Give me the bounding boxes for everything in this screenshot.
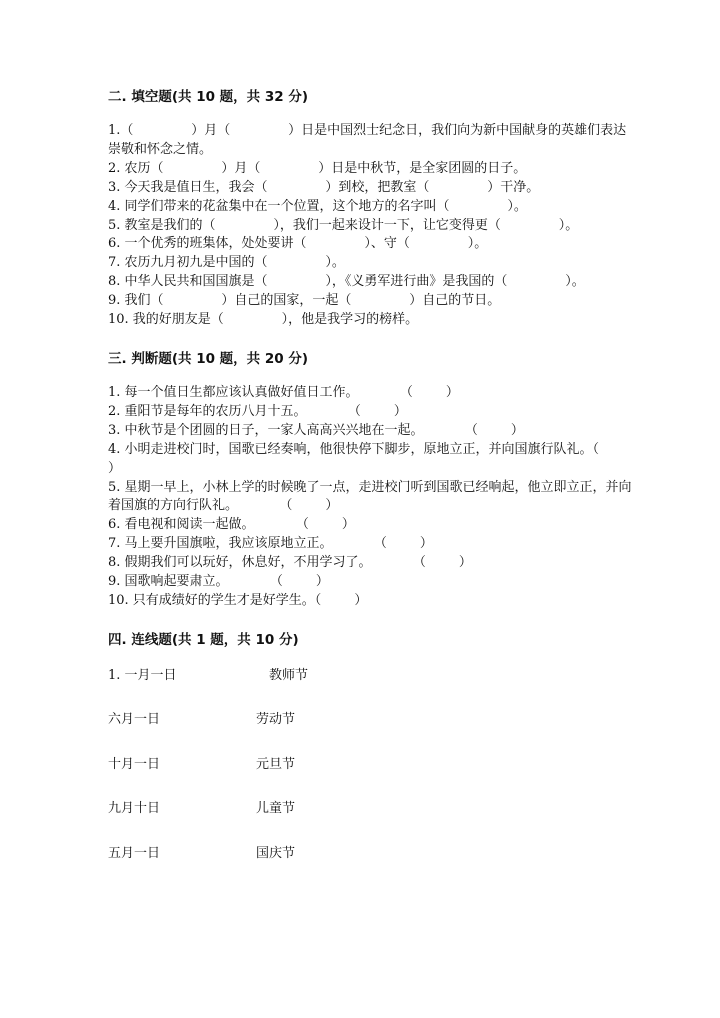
match-date: 1. 一月一日 bbox=[108, 667, 177, 683]
question-item: 4. 同学们带来的花盆集中在一个位置，这个地方的名字叫（ ）。 bbox=[108, 198, 527, 214]
question-item: 6. 一个优秀的班集体，处处要讲（ ）、守（ ）。 bbox=[108, 236, 488, 252]
question-item: 7. 农历九月初九是中国的（ ）。 bbox=[108, 255, 345, 271]
question-item: 2. 重阳节是每年的农历八月十五。 （ ） bbox=[108, 403, 407, 419]
match-date: 十月一日 bbox=[108, 756, 161, 772]
question-item: 5. 星期一早上，小林上学的时候晚了一点，走进校门听到国歌已经响起，他立即立正，并向着国旗的方向行队礼。 （ ） bbox=[108, 479, 632, 514]
section-title: 三. 判断题(共 10 题，共 20 分) bbox=[108, 350, 309, 367]
match-pair bbox=[108, 754, 636, 776]
question-item: 1. 每一个值日生都应该认真做好值日工作。 （ ） bbox=[108, 384, 459, 400]
match-festival: 劳动节 bbox=[256, 712, 296, 728]
fill-in-blank-section bbox=[108, 88, 636, 330]
match-date: 五月一日 bbox=[108, 845, 161, 861]
matching-section bbox=[108, 631, 636, 865]
question-item: 8. 假期我们可以玩好，休息好，不用学习了。 （ ） bbox=[108, 555, 472, 571]
match-pair bbox=[108, 843, 636, 865]
match-festival: 教师节 bbox=[269, 667, 309, 683]
section-title: 二. 填空题(共 10 题，共 32 分) bbox=[108, 89, 309, 105]
match-date: 九月十日 bbox=[108, 801, 161, 817]
section-title: 四. 连线题(共 1 题，共 10 分) bbox=[108, 631, 299, 648]
question-item: 10. 只有成绩好的学生才是好学生。（ ） bbox=[108, 592, 368, 608]
match-festival: 元旦节 bbox=[256, 756, 296, 772]
question-item: 10. 我的好朋友是（ ），他是我学习的榜样。 bbox=[108, 312, 419, 328]
question-item: 3. 中秋节是个团圆的日子，一家人高高兴兴地在一起。 （ ） bbox=[108, 422, 524, 438]
question-item: 6. 看电视和阅读一起做。 （ ） bbox=[108, 517, 355, 533]
question-item: 9. 国歌响起要肃立。 （ ） bbox=[108, 574, 329, 590]
match-festival: 儿童节 bbox=[256, 801, 296, 817]
question-item: 5. 教室是我们的（ ），我们一起来设计一下，让它变得更（ ）。 bbox=[108, 217, 579, 233]
true-false-section bbox=[108, 350, 636, 611]
question-item: 7. 马上要升国旗啦，我应该原地立正。 （ ） bbox=[108, 536, 433, 552]
question-item: 1.（ ）月（ ）日是中国烈士纪念日，我们向为新中国献身的英雄们表达崇敬和怀念之情。 bbox=[108, 123, 627, 157]
match-pair bbox=[108, 798, 636, 820]
question-item: 2. 农历（ ）月（ ）日是中秋节，是全家团圆的日子。 bbox=[108, 160, 527, 176]
question-item: 4. 小明走进校门时，国歌已经奏响，他很快停下脚步，原地立正，并向国旗行队礼。（ ） bbox=[108, 441, 633, 476]
match-pair bbox=[108, 709, 636, 731]
question-item: 3. 今天我是值日生，我会（ ）到校，把教室（ ）干净。 bbox=[108, 179, 540, 195]
question-item: 8. 中华人民共和国国旗是（ ），《义勇军进行曲》是我国的（ ）。 bbox=[108, 274, 585, 290]
question-item: 9. 我们（ ）自己的国家，一起（ ）自己的节日。 bbox=[108, 293, 501, 309]
match-date: 六月一日 bbox=[108, 712, 161, 728]
match-festival: 国庆节 bbox=[256, 845, 296, 861]
match-pair bbox=[108, 665, 636, 687]
